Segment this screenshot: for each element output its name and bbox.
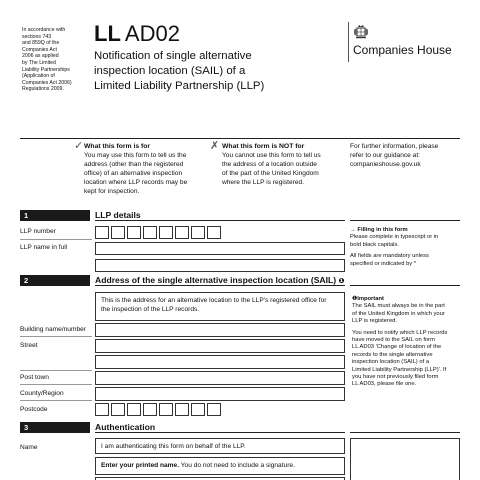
important-note <box>352 296 462 389</box>
section-side-rule <box>350 220 460 221</box>
section-2-header <box>20 275 460 286</box>
label-rule <box>20 400 92 401</box>
note-line: inspection location (SAIL) of a <box>352 359 430 366</box>
info-line: address (other than the registered <box>84 161 184 168</box>
section-side-rule <box>350 285 460 286</box>
check-icon: ✓ <box>74 140 84 152</box>
postcode-input[interactable] <box>95 403 223 416</box>
authentication-statement <box>95 438 345 454</box>
form-number: AD02 <box>124 21 180 46</box>
form-code <box>94 22 180 46</box>
section-title: LLP details <box>95 210 141 220</box>
llp-number-input[interactable] <box>95 226 223 239</box>
char-cell[interactable] <box>159 226 173 239</box>
section-rule <box>95 220 345 221</box>
char-cell[interactable] <box>95 226 109 239</box>
char-cell[interactable] <box>159 403 173 416</box>
llp-number-label: LLP number <box>20 228 56 235</box>
intro-line: the inspection of the LLP records. <box>101 306 200 313</box>
label-rule <box>20 239 92 240</box>
info-line: location where LLP records may be <box>84 179 188 186</box>
note-line: have moved to the SAIL on form <box>352 337 435 344</box>
building-label: Building name/number <box>20 326 86 333</box>
note-heading: Important <box>357 296 384 302</box>
county-label: County/Region <box>20 390 64 397</box>
post-town-label: Post town <box>20 374 49 381</box>
llp-name-field-1[interactable] <box>95 242 345 255</box>
label-rule <box>20 384 92 385</box>
note-line: LLP is registered. <box>352 318 398 325</box>
section-number: 3 <box>20 422 90 433</box>
info-line: of the part of the United Kingdom <box>222 170 319 177</box>
logo-divider <box>348 22 349 62</box>
info-line: office) of an alternative inspection <box>84 170 183 177</box>
form-title <box>94 49 344 94</box>
char-cell[interactable] <box>111 226 125 239</box>
info-heading: What this form is for <box>84 143 151 150</box>
street-field-2[interactable] <box>95 355 345 369</box>
info-line: refer to our guidance at: <box>350 152 421 159</box>
street-label: Street <box>20 342 38 349</box>
char-cell[interactable] <box>175 226 189 239</box>
info-icon: ❶ <box>338 278 345 285</box>
llp-name-field-2[interactable] <box>95 259 345 272</box>
legal-line: 2006 as applied <box>22 53 59 60</box>
note-line: LL AD03 'Change of location of the <box>352 344 442 351</box>
info-line: You cannot use this form to tell us <box>222 152 321 159</box>
info-line: For further information, please <box>350 143 439 150</box>
legal-line: (Application of <box>22 73 55 80</box>
companies-house-logo <box>348 22 460 62</box>
note-line: Please complete in typescript or in <box>350 234 439 241</box>
info-line: the address of a location outside <box>222 161 317 168</box>
section-3-header <box>20 422 460 433</box>
side-note-box <box>350 438 460 480</box>
cross-icon: ✗ <box>210 140 220 152</box>
legal-line: Liability Partnerships <box>22 66 70 73</box>
authority-name: Companies House <box>353 43 452 57</box>
arrow-right-icon: → <box>350 227 356 233</box>
county-field[interactable] <box>95 387 345 401</box>
note-line: specified or indicated by * <box>350 260 417 267</box>
form-prefix: LL <box>94 21 121 46</box>
label-rule <box>20 336 92 337</box>
legal-line: and 859Q of the <box>22 40 60 47</box>
char-cell[interactable] <box>127 403 141 416</box>
section-title: Authentication <box>95 422 156 432</box>
char-cell[interactable] <box>191 226 205 239</box>
legal-line: Companies Act <box>22 46 57 53</box>
section-1-header <box>20 210 460 221</box>
note-line: records to the single alternative <box>352 351 433 358</box>
sail-intro-box <box>95 292 345 321</box>
intro-line: This is the address for an alternative location to the LLP's registered office for <box>101 297 327 304</box>
note-line: The SAIL must always be in the part <box>352 303 445 310</box>
note-line: of the United Kingdom in which your <box>352 310 445 317</box>
legal-basis-text <box>22 27 92 93</box>
header-divider <box>20 138 460 139</box>
char-cell[interactable] <box>207 403 221 416</box>
char-cell[interactable] <box>175 403 189 416</box>
form-title-line: inspection location (SAIL) of a <box>94 65 246 77</box>
filling-in-note <box>350 227 462 268</box>
info-line: You may use this form to tell us the <box>84 152 187 159</box>
legal-line: sections 743 <box>22 33 52 40</box>
info-line: where the LLP is registered. <box>222 179 304 186</box>
info-icon: ❶ <box>352 296 358 302</box>
char-cell[interactable] <box>143 226 157 239</box>
further-information <box>350 142 462 169</box>
char-cell[interactable] <box>143 403 157 416</box>
note-line: you have not previously filed form <box>352 374 439 381</box>
legal-line: Companies Act 2006) <box>22 79 72 86</box>
section-side-rule <box>350 432 460 433</box>
section-rule <box>95 285 345 286</box>
section-title: Address of the single alternative inspection location (SAIL) ❶ <box>95 275 345 285</box>
legal-line: In accordance with <box>22 27 66 33</box>
what-form-is-for <box>74 140 204 196</box>
section-number: 2 <box>20 275 90 286</box>
form-title-line: Limited Liability Partnership (LLP) <box>94 80 265 92</box>
form-title-line: Notification of single alternative <box>94 50 252 62</box>
post-town-field[interactable] <box>95 371 345 385</box>
street-field-1[interactable] <box>95 339 345 353</box>
info-heading: What this form is NOT for <box>222 143 305 150</box>
note-line: LL AD03, please file one. <box>352 381 417 388</box>
llp-name-label: LLP name in full <box>20 244 68 251</box>
royal-crest-icon <box>353 23 369 39</box>
section-number: 1 <box>20 210 90 221</box>
guidance-link[interactable]: companieshouse.gov.uk <box>350 161 421 168</box>
info-line: kept for inspection. <box>84 188 140 195</box>
postcode-label: Postcode <box>20 406 48 413</box>
note-heading: Filling in this form <box>357 227 408 233</box>
legal-line: by The Limited <box>22 59 56 66</box>
building-field[interactable] <box>95 323 345 337</box>
note-line: All fields are mandatory unless <box>350 253 429 260</box>
note-line: Limited Liability Partnership (LLP)'. If <box>352 366 447 373</box>
printed-name-instructions <box>95 457 345 475</box>
char-cell[interactable] <box>127 226 141 239</box>
name-label: Name <box>20 444 38 451</box>
label-rule <box>20 370 92 371</box>
statement-text: I am authenticating this form on behalf of the LLP. <box>101 443 246 450</box>
legal-line: Regulations 2009. <box>22 86 64 93</box>
char-cell[interactable] <box>191 403 205 416</box>
char-cell[interactable] <box>111 403 125 416</box>
note-line: You need to notify which LLP records <box>352 329 448 336</box>
char-cell[interactable] <box>207 226 221 239</box>
char-cell[interactable] <box>95 403 109 416</box>
printed-name-text: Enter your printed name. You do not need to include a signature. <box>101 462 295 469</box>
section-rule <box>95 432 345 433</box>
note-line: bold black capitals. <box>350 241 399 248</box>
what-form-is-not-for <box>210 140 342 187</box>
